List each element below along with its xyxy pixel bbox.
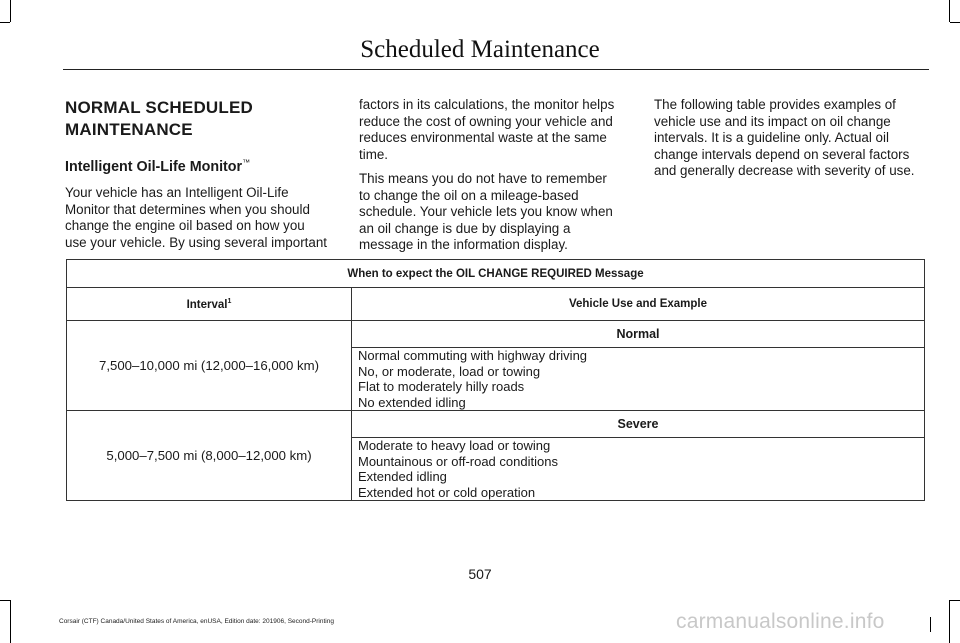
text-column-1	[65, 97, 327, 259]
example-line: Flat to moderately hilly roads	[358, 379, 525, 394]
example-line: No extended idling	[358, 394, 466, 410]
section-heading: NORMAL SCHEDULED MAINTENANCE	[65, 98, 254, 139]
crop-mark	[950, 22, 960, 23]
watermark: carmanualsonline.info	[676, 610, 885, 633]
paragraph-1: Your vehicle has an Intelligent Oil-Life Monitor that determines when you should change the engine oil based on how you use your vehicle. By using several important	[65, 185, 327, 250]
interval-cell: 5,000–7,500 mi (8,000–12,000 km)	[67, 411, 352, 501]
crop-mark	[949, 0, 950, 22]
oil-change-table	[66, 259, 925, 501]
example-line: No, or moderate, load or towing	[358, 363, 541, 379]
category-cell: Severe	[352, 411, 925, 438]
interval-cell: 7,500–10,000 mi (12,000–16,000 km)	[67, 321, 352, 411]
page-number: 507	[468, 566, 492, 582]
crop-mark	[950, 600, 960, 601]
example-line: Moderate to heavy load or towing	[358, 438, 551, 453]
example-line: Normal commuting with highway driving	[358, 348, 588, 363]
examples-cell	[352, 348, 925, 411]
examples-cell	[352, 438, 925, 501]
text-column-2	[359, 97, 621, 262]
footnote-marker: 1	[227, 297, 232, 305]
crop-mark	[949, 600, 950, 643]
footer-edition: Corsair (CTF) Canada/United States of America, enUSA, Edition date: 201906, Second-Printing	[59, 618, 334, 625]
header-rule	[63, 69, 929, 70]
category-cell: Normal	[352, 321, 925, 348]
interval-header-text: Interval	[186, 298, 228, 311]
crop-mark	[0, 22, 10, 23]
example-line: Mountainous or off-road conditions	[358, 453, 558, 469]
crop-mark	[0, 600, 10, 601]
trademark-mark: ™	[242, 158, 251, 167]
subheading	[65, 155, 327, 175]
crop-mark	[930, 617, 931, 632]
crop-mark	[10, 0, 11, 22]
paragraph-2: This means you do not have to remember to change the oil on a mileage-based schedule. Your vehicle lets you know when an oil change is due by displaying a message in the information display.	[359, 171, 613, 252]
paragraph-3: The following table provides examples of vehicle use and its impact on oil change intervals. It is a guideline only. Actual oil change intervals depend on several factors and generally decrease with severity of use.	[654, 97, 915, 178]
example-line: Extended hot or cold operation	[358, 484, 536, 500]
example-line: Extended idling	[358, 469, 447, 484]
text-column-3	[654, 97, 916, 188]
paragraph-1-overflow: factors in its calculations, the monitor helps reduce the cost of owning your vehicle and reduces environmental waste at the same time.	[359, 97, 615, 162]
table-caption: When to expect the OIL CHANGE REQUIRED Message	[67, 260, 925, 288]
subheading-text: Intelligent Oil-Life Monitor	[65, 158, 243, 175]
column-header-interval	[67, 288, 352, 321]
crop-mark	[10, 600, 11, 643]
page-header-title: Scheduled Maintenance	[360, 36, 600, 63]
column-header-vehicle-use: Vehicle Use and Example	[352, 288, 925, 321]
